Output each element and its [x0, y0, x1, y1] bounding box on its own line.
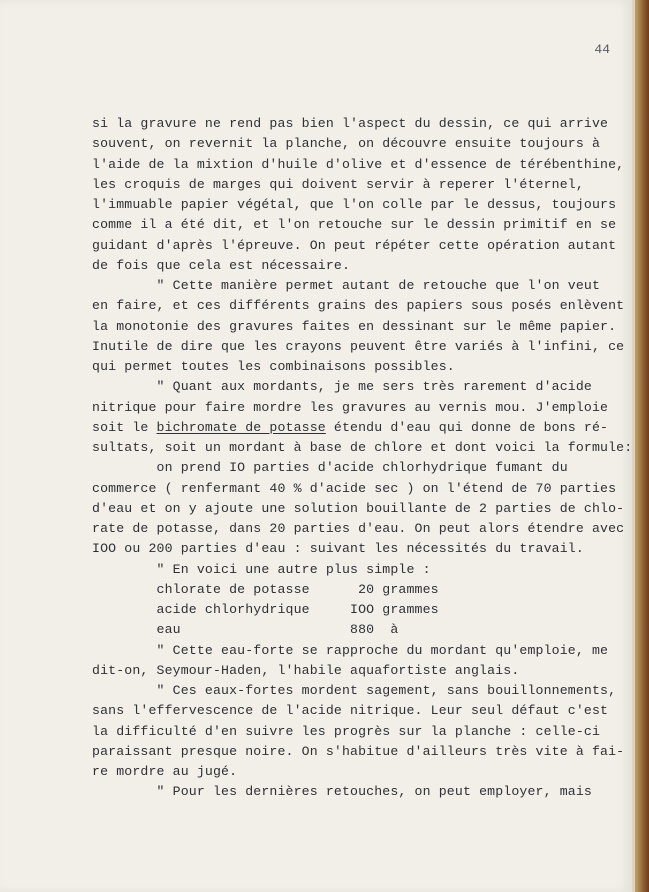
text-line: d'eau et on y ajoute une solution bouillante de 2 parties de chlo- [92, 500, 625, 516]
text-line: la monotonie des gravures faites en dessinant sur le même papier. [92, 318, 617, 334]
text-line: " Quant aux mordants, je me sers très rarement d'acide [156, 379, 592, 395]
text-line: " Ces eaux-fortes mordent sagement, sans bouillonnements, [156, 683, 617, 698]
text-line: on prend IO parties d'acide chlorhydrique fumant du [156, 460, 568, 476]
recipe-line: eau 880 à [156, 622, 399, 638]
text-line: Inutile de dire que les crayons peuvent être variés à l'infini, ce [92, 338, 625, 354]
text-line: si la gravure ne rend pas bien l'aspect du dessin, ce qui arrive [92, 116, 609, 131]
text-line: dit-on, Seymour-Haden, l'habile aquafortiste anglais. [92, 662, 520, 678]
page-number: 44 [594, 42, 610, 57]
text-line: " Cette manière permet autant de retouche que l'on veut [156, 278, 601, 293]
text-line: soit le bichromate de potasse étendu d'eau qui donne de bons ré- [92, 419, 609, 435]
text-line: paraissant presque noire. On s'habitue d'ailleurs très vite à fai- [92, 743, 625, 759]
text-line: souvent, on revernit la planche, on découvre ensuite toujours à [92, 136, 601, 152]
page-edge [632, 0, 649, 892]
text-line: nitrique pour faire mordre les gravures au vernis mou. J'emploie [92, 399, 609, 415]
text-line: " En voici une autre plus simple : [156, 561, 431, 577]
underlined-term: bichromate de potasse [156, 419, 326, 435]
text-line: les croquis de marges qui doivent servir à reperer l'éternel, [92, 176, 584, 192]
text-line: guidant d'après l'épreuve. On peut répéter cette opération autant [92, 237, 617, 253]
typed-text-body [92, 114, 637, 803]
text-line: " Cette eau-forte se rapproche du mordant qu'emploie, me [156, 642, 609, 658]
text-line: rate de potasse, dans 20 parties d'eau. On peut alors étendre avec [92, 521, 625, 536]
text-line: qui permet toutes les combinaisons possibles. [92, 359, 455, 374]
text-line: comme il a été dit, et l'on retouche sur le dessin primitif en se [92, 217, 617, 233]
text-line: " Pour les dernières retouches, on peut employer, mais [156, 784, 592, 800]
text-line: re mordre au jugé. [92, 764, 238, 779]
text-line: IOO ou 200 parties d'eau : suivant les nécessités du travail. [92, 541, 584, 557]
text-line: commerce ( renfermant 40 % d'acide sec ) on l'étend de 70 parties [92, 480, 617, 496]
recipe-line: acide chlorhydrique IOO grammes [156, 602, 439, 617]
text-line: l'immuable papier végétal, que l'on colle par le dessus, toujours [92, 197, 617, 212]
recipe-line: chlorate de potasse 20 grammes [156, 581, 439, 597]
text-line: sultats, soit un mordant à base de chlore et dont voici la formule: [92, 440, 633, 455]
text-line: la difficulté d'en suivre les progrès sur la planche : celle-ci [92, 723, 601, 739]
text-line: l'aide de la mixtion d'huile d'olive et d'essence de térébenthine, [92, 156, 625, 172]
text-line: de fois que cela est nécessaire. [92, 257, 351, 273]
text-line: en faire, et ces différents grains des papiers sous posés enlèvent [92, 298, 625, 314]
text-line: sans l'effervescence de l'acide nitrique. Leur seul défaut c'est [92, 703, 609, 719]
